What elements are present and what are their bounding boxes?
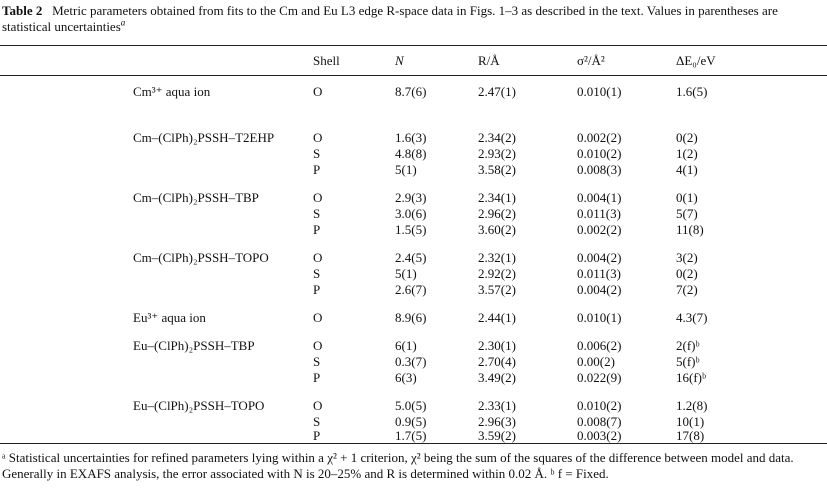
cell-n: 8.7(6) <box>395 84 427 99</box>
cell-r: 3.58(2) <box>478 162 516 177</box>
cell-n: 6(1) <box>395 338 417 353</box>
table-row <box>0 282 827 298</box>
cell-de0: 0(2) <box>676 130 698 145</box>
table-row <box>0 398 827 414</box>
cell-de0: 7(2) <box>676 282 698 297</box>
table-row <box>0 338 827 354</box>
cell-de0: 2(f)ᵇ <box>676 338 700 353</box>
cell-sigma2: 0.011(3) <box>577 266 621 281</box>
cell-system: Cm–(ClPh)₂PSSH–TBP <box>133 190 259 205</box>
cell-shell: S <box>313 354 321 369</box>
cell-shell: O <box>313 310 323 325</box>
cell-shell: S <box>313 414 321 429</box>
cell-n: 2.9(3) <box>395 190 427 205</box>
header-n: N <box>395 53 404 68</box>
cell-shell: P <box>313 282 321 297</box>
table-row <box>0 354 827 370</box>
cell-r: 2.30(1) <box>478 338 516 353</box>
cell-shell: P <box>313 370 321 385</box>
table-row <box>0 190 827 206</box>
cell-n: 0.3(7) <box>395 354 427 369</box>
cell-system: Cm–(ClPh)₂PSSH–TOPO <box>133 250 269 265</box>
cell-shell: P <box>313 162 321 177</box>
cell-n: 1.7(5) <box>395 428 427 443</box>
table-label: Table 2 <box>2 3 43 18</box>
table-header-row <box>0 53 827 69</box>
cell-sigma2: 0.002(2) <box>577 222 622 237</box>
header-sigma2: σ²/Å² <box>577 53 605 68</box>
cell-shell: O <box>313 398 323 413</box>
cell-sigma2: 0.008(7) <box>577 414 622 429</box>
cell-n: 3.0(6) <box>395 206 427 221</box>
cell-r: 2.34(2) <box>478 130 516 145</box>
cell-de0: 3(2) <box>676 250 698 265</box>
header-r: R/Å <box>478 53 500 68</box>
cell-system: Eu³⁺ aqua ion <box>133 310 206 325</box>
cell-sigma2: 0.010(2) <box>577 398 622 413</box>
cell-de0: 11(8) <box>676 222 704 237</box>
cell-r: 2.93(2) <box>478 146 516 161</box>
cell-sigma2: 0.003(2) <box>577 428 622 443</box>
cell-de0: 4(1) <box>676 162 698 177</box>
cell-sigma2: 0.006(2) <box>577 338 622 353</box>
table-top-rule <box>0 45 827 46</box>
cell-sigma2: 0.010(1) <box>577 84 622 99</box>
header-de0: ΔE₀/eV <box>676 53 716 68</box>
cell-r: 2.92(2) <box>478 266 516 281</box>
cell-r: 3.60(2) <box>478 222 516 237</box>
cell-shell: P <box>313 428 321 443</box>
table-row <box>0 206 827 222</box>
cell-n: 0.9(5) <box>395 414 427 429</box>
table-caption <box>2 3 824 35</box>
cell-r: 2.96(3) <box>478 414 516 429</box>
table-row <box>0 84 827 100</box>
table-row <box>0 130 827 146</box>
table-row <box>0 266 827 282</box>
cell-de0: 5(7) <box>676 206 698 221</box>
cell-n: 1.5(5) <box>395 222 427 237</box>
cell-shell: S <box>313 206 321 221</box>
cell-r: 2.33(1) <box>478 398 516 413</box>
table-row <box>0 428 827 444</box>
table-bottom-rule <box>0 443 827 444</box>
cell-de0: 17(8) <box>676 428 705 443</box>
cell-r: 2.47(1) <box>478 84 516 99</box>
cell-n: 4.8(8) <box>395 146 427 161</box>
table-footnote: ᵃ Statistical uncertainties for refined parameters lying within a χ² + 1 criterion, χ² being the sum of the squares of the difference between model and data. Generally in EXAFS analysis, the error associated with N is 20–25% and R is determined within 0.02 Å. ᵇ f = Fixed. <box>2 450 794 481</box>
cell-shell: O <box>313 250 323 265</box>
cell-de0: 5(f)ᵇ <box>676 354 700 369</box>
cell-shell: O <box>313 190 323 205</box>
cell-n: 5(1) <box>395 162 417 177</box>
cell-shell: S <box>313 266 321 281</box>
cell-r: 3.49(2) <box>478 370 516 385</box>
cell-r: 2.34(1) <box>478 190 516 205</box>
cell-sigma2: 0.004(1) <box>577 190 622 205</box>
cell-de0: 0(2) <box>676 266 698 281</box>
cell-shell: O <box>313 338 323 353</box>
cell-de0: 16(f)ᵇ <box>676 370 707 385</box>
header-shell: Shell <box>313 53 340 68</box>
cell-r: 3.57(2) <box>478 282 516 297</box>
cell-shell: P <box>313 222 321 237</box>
cell-sigma2: 0.00(2) <box>577 354 615 369</box>
cell-r: 2.44(1) <box>478 310 516 325</box>
cell-system: Eu–(ClPh)₂PSSH–TBP <box>133 338 255 353</box>
cell-r: 2.32(1) <box>478 250 516 265</box>
cell-sigma2: 0.010(2) <box>577 146 622 161</box>
table-header-rule <box>0 75 827 76</box>
cell-de0: 1(2) <box>676 146 698 161</box>
cell-de0: 0(1) <box>676 190 698 205</box>
cell-de0: 4.3(7) <box>676 310 708 325</box>
table-row <box>0 250 827 266</box>
cell-n: 5(1) <box>395 266 417 281</box>
cell-system: Eu–(ClPh)₂PSSH–TOPO <box>133 398 265 413</box>
table-row <box>0 146 827 162</box>
cell-sigma2: 0.011(3) <box>577 206 621 221</box>
caption-text: Metric parameters obtained from fits to the Cm and Eu L3 edge R-space data in Figs. 1–3 as described in the text. Values in parentheses are statistical uncertainties <box>2 3 778 34</box>
cell-r: 3.59(2) <box>478 428 516 443</box>
cell-shell: O <box>313 130 323 145</box>
cell-sigma2: 0.010(1) <box>577 310 622 325</box>
cell-n: 5.0(5) <box>395 398 427 413</box>
table-row <box>0 370 827 386</box>
cell-system: Cm³⁺ aqua ion <box>133 84 211 99</box>
caption-footnote-mark: a <box>120 17 126 28</box>
table-row <box>0 222 827 238</box>
cell-de0: 10(1) <box>676 414 705 429</box>
cell-r: 2.96(2) <box>478 206 516 221</box>
cell-de0: 1.2(8) <box>676 398 708 413</box>
cell-n: 8.9(6) <box>395 310 427 325</box>
cell-de0: 1.6(5) <box>676 84 708 99</box>
cell-sigma2: 0.002(2) <box>577 130 622 145</box>
cell-shell: S <box>313 146 321 161</box>
cell-r: 2.70(4) <box>478 354 516 369</box>
cell-n: 6(3) <box>395 370 417 385</box>
table-row <box>0 310 827 326</box>
cell-system: Cm–(ClPh)₂PSSH–T2EHP <box>133 130 275 145</box>
cell-sigma2: 0.022(9) <box>577 370 622 385</box>
table-row <box>0 162 827 178</box>
cell-n: 2.6(7) <box>395 282 427 297</box>
cell-sigma2: 0.004(2) <box>577 250 622 265</box>
cell-sigma2: 0.004(2) <box>577 282 622 297</box>
cell-n: 2.4(5) <box>395 250 427 265</box>
cell-sigma2: 0.008(3) <box>577 162 622 177</box>
cell-shell: O <box>313 84 323 99</box>
cell-n: 1.6(3) <box>395 130 427 145</box>
